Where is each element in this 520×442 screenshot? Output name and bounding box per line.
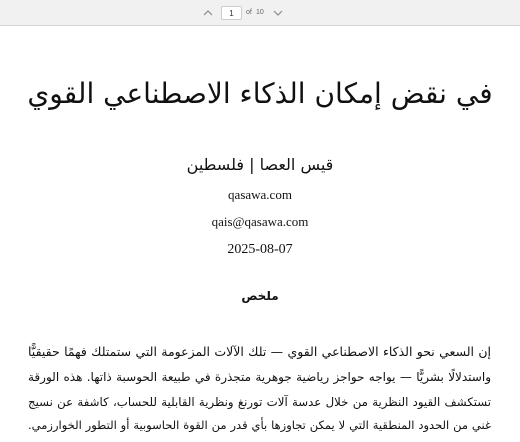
page-number-input[interactable] [221,6,242,20]
abstract-heading: ملخص [241,289,279,303]
abstract-line: إن السعي نحو الذكاء الاصطناعي القوي — تلك الآلات المزعومة التي ستمتلك فهمًا حقيقيًّا [28,344,491,359]
abstract-line: تستكشف القيود النظرية من خلال عدسة آلات تورنغ ونظرية القابلية للحساب، كاشفة عن نسيج [28,395,491,409]
paper-author: قيس العصا | فلسطين [186,155,334,174]
author-website: qasawa.com [228,187,292,202]
viewer-toolbar [0,0,520,26]
author-email: qais@qasawa.com [211,214,309,229]
abstract-line: واستدلالًا بشريًّا — يواجه حواجز رياضية جوهرية متجذرة في طبيعة الحوسبة ذاتها. هذه الورقة [28,370,491,384]
page-of-label: of [246,9,252,16]
paper-title: في نقض إمكان الذكاء الاصطناعي القوي [27,77,493,110]
page-total-label: 10 [256,9,264,16]
paper-date: 2025-08-07 [227,242,293,257]
chevron-down-icon[interactable] [272,8,284,18]
abstract-line: غني من الحدود المنطقية التي لا يمكن تجاوزها بأي قدر من القوة الحاسوبية أو التطور الخوارزمي. [28,418,491,432]
chevron-up-icon[interactable] [202,8,214,18]
